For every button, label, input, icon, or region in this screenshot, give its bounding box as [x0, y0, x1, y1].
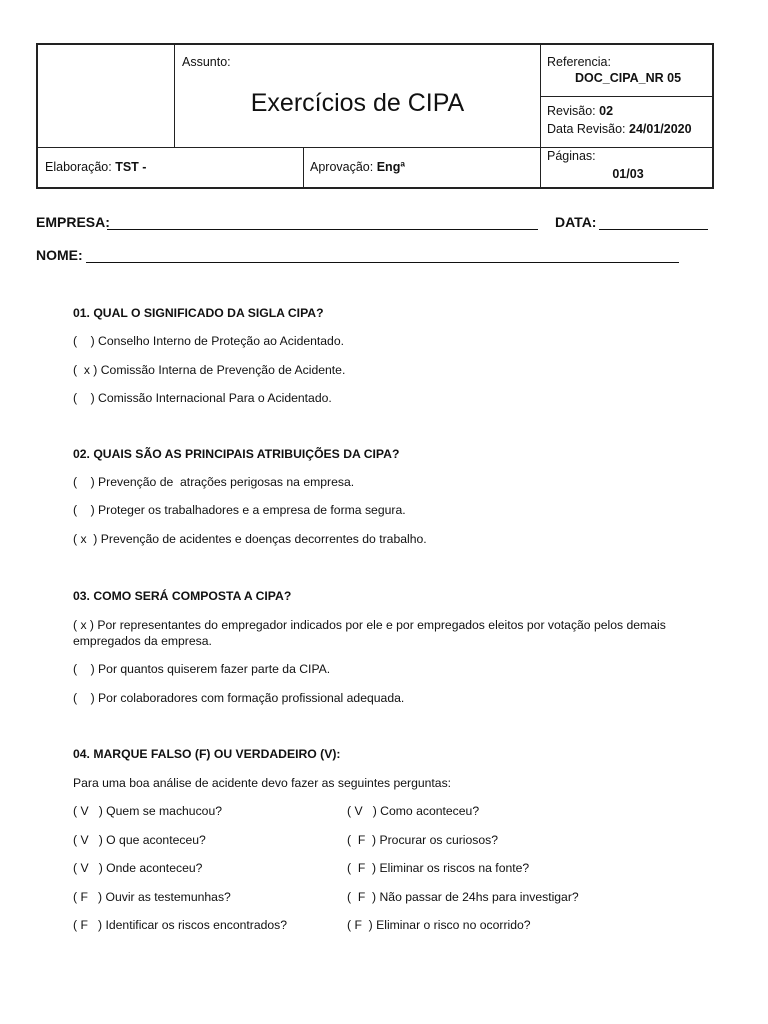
question-1-option-2[interactable]: ( x ) Comissão Interna de Prevenção de Acidente. — [73, 363, 346, 377]
paginas-value — [541, 167, 715, 181]
question-3-title: 03. COMO SERÁ COMPOSTA A CIPA? — [73, 589, 292, 603]
elaboracao-value: TST - — [115, 160, 147, 174]
referencia-label: Referencia: — [547, 55, 611, 69]
document-header-table — [36, 43, 714, 189]
revisao-label: Revisão: — [547, 104, 596, 118]
question-4-left-item-3[interactable]: ( V ) Onde aconteceu? — [73, 861, 203, 875]
question-2-option-3[interactable]: ( x ) Prevenção de acidentes e doenças decorrentes do trabalho. — [73, 532, 427, 546]
empresa-field[interactable] — [107, 215, 538, 230]
revisao-value: 02 — [599, 104, 614, 118]
logo-cell — [38, 45, 174, 147]
data-revisao-row — [547, 122, 692, 136]
data-revisao-label: Data Revisão: — [547, 122, 626, 136]
question-3-option-3[interactable]: ( ) Por colaboradores com formação profissional adequada. — [73, 691, 405, 705]
question-4-left-item-2[interactable]: ( V ) O que aconteceu? — [73, 833, 206, 847]
question-2-option-2[interactable]: ( ) Proteger os trabalhadores e a empresa de forma segura. — [73, 503, 406, 517]
question-1-title: 01. QUAL O SIGNIFICADO DA SIGLA CIPA? — [73, 306, 324, 320]
aprovacao-row — [310, 160, 405, 174]
empresa-label: EMPRESA: — [36, 214, 110, 230]
question-1-option-3[interactable]: ( ) Comissão Internacional Para o Acidentado. — [73, 391, 332, 405]
question-4-title: 04. MARQUE FALSO (F) OU VERDADEIRO (V): — [73, 747, 341, 761]
data-revisao-value: 24/01/2020 — [629, 122, 692, 136]
question-4-right-item-4[interactable]: ( F ) Não passar de 24hs para investigar? — [347, 890, 579, 904]
aprovacao-value: Engª — [376, 160, 405, 174]
elaboracao-label: Elaboração: — [45, 160, 112, 174]
question-4-right-item-5[interactable]: ( F ) Eliminar o risco no ocorrido? — [347, 918, 531, 932]
referencia-value-text: DOC_CIPA_NR 05 — [574, 71, 682, 85]
question-4-right-item-2[interactable]: ( F ) Procurar os curiosos? — [347, 833, 499, 847]
aprovacao-label: Aprovação: — [310, 160, 374, 174]
nome-label: NOME: — [36, 247, 83, 263]
question-4-right-item-1[interactable]: ( V ) Como aconteceu? — [347, 804, 480, 818]
paginas-label: Páginas: — [547, 149, 596, 163]
nome-field[interactable] — [86, 248, 679, 263]
question-1-option-1[interactable]: ( ) Conselho Interno de Proteção ao Acidentado. — [73, 334, 345, 348]
data-label: DATA: — [555, 214, 597, 230]
question-4-intro: Para uma boa análise de acidente devo fazer as seguintes perguntas: — [73, 776, 452, 790]
referencia-value — [541, 71, 715, 85]
question-4-left-item-4[interactable]: ( F ) Ouvir as testemunhas? — [73, 890, 231, 904]
elaboracao-row — [45, 160, 146, 174]
assunto-label: Assunto: — [182, 55, 231, 69]
revisao-row — [547, 104, 613, 118]
data-field[interactable] — [599, 215, 708, 230]
paginas-value-text: 01/03 — [612, 167, 644, 181]
document-title: Exercícios de CIPA — [250, 89, 465, 117]
question-2-title: 02. QUAIS SÃO AS PRINCIPAIS ATRIBUIÇÕES DA CIPA? — [73, 447, 400, 461]
question-4-left-item-5[interactable]: ( F ) Identificar os riscos encontrados? — [73, 918, 288, 932]
question-4-left-item-1[interactable]: ( V ) Quem se machucou? — [73, 804, 223, 818]
question-4-right-item-3[interactable]: ( F ) Eliminar os riscos na fonte? — [347, 861, 530, 875]
question-2-option-1[interactable]: ( ) Prevenção de atrações perigosas na empresa. — [73, 475, 355, 489]
question-3-option-1[interactable]: ( x ) Por representantes do empregador indicados por ele e por empregados eleitos por votação pelos demais empregados da empresa. — [73, 618, 666, 648]
question-3-option-2[interactable]: ( ) Por quantos quiserem fazer parte da CIPA. — [73, 662, 331, 676]
